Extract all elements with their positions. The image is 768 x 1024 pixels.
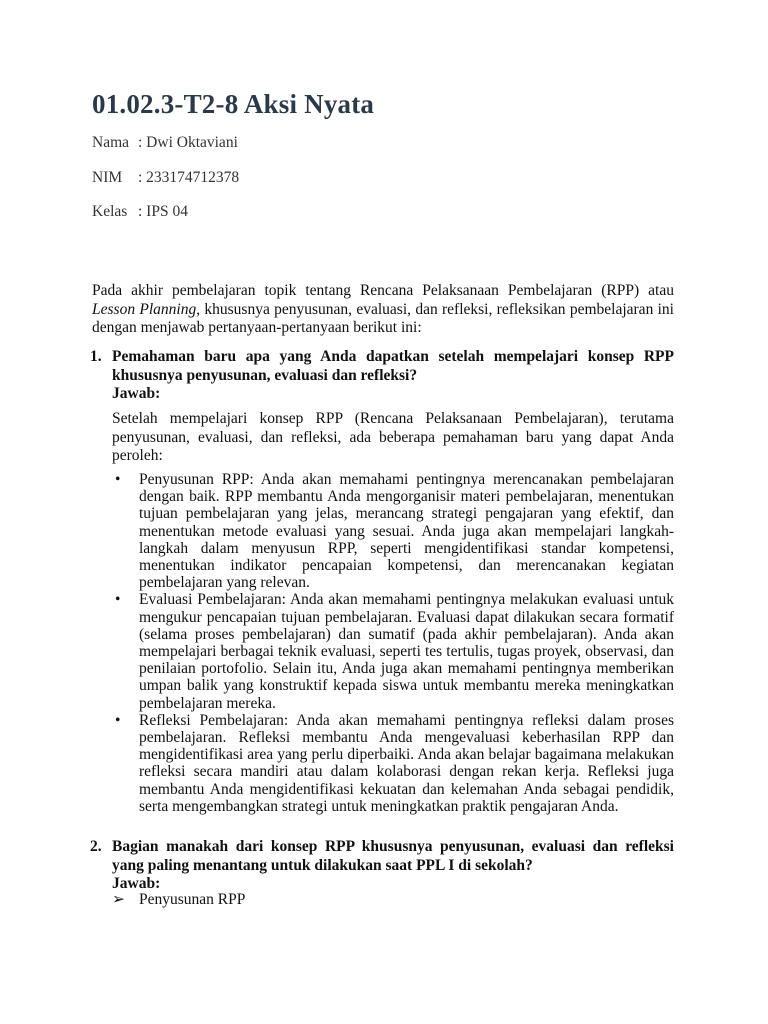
nim-value: : 233174712378: [138, 169, 240, 186]
document-title: 01.02.3-T2-8 Aksi Nyata: [92, 89, 375, 119]
student-class-row: [92, 202, 188, 222]
bullet-item-evaluasi: [112, 591, 674, 711]
name-label: Nama: [92, 134, 130, 151]
intro-text-italic: Lesson Planning: [92, 300, 197, 318]
bullet-text: Refleksi Pembelajaran: Anda akan memahami pentingnya refleksi dalam proses pembelajaran. Refleksi membantu Anda mengevaluasi keberhasilan RPP dan mengidentifikasi area yang perlu diperbaiki. Anda akan belajar bagaimana melakukan refleksi secara mandiri atau dalam kolaborasi dengan rekan kerja. Refleksi juga membantu Anda mengidentifikasi kekuatan dan kelemahan Anda sebagai pendidik, serta mengembangkan strategi untuk meningkatkan praktik pengajaran Anda.: [139, 711, 674, 815]
intro-paragraph: [92, 282, 674, 338]
student-nim-row: [92, 168, 239, 188]
question-text: Bagian manakah dari konsep RPP khususnya penyusunan, evaluasi dan refleksi yang paling menantang untuk dilakukan saat PPL I di sekolah?: [112, 838, 674, 874]
intro-text-before: Pada akhir pembelajaran topik tentang Rencana Pelaksanaan Pembelajaran (RPP) atau: [92, 282, 674, 299]
question-1: [90, 348, 674, 404]
arrow-bullet-icon: ➢: [112, 891, 125, 908]
answer-label: Jawab:: [112, 875, 161, 893]
class-label: Kelas: [92, 203, 128, 220]
bullet-glyph: •: [115, 591, 121, 609]
bullet-item-penyusunan: [112, 471, 674, 591]
answer-1-intro: Setelah mempelajari konsep RPP (Rencana Pelaksanaan Pembelajaran), terutama penyusunan, evaluasi, dan refleksi, ada beberapa pemahaman baru yang dapat Anda peroleh:: [112, 410, 674, 465]
intro-text-after: , khususnya penyusunan, evaluasi, dan refleksi, refleksikan pembelajaran ini dengan menjawab pertanyaan-pertanyaan berikut ini:: [92, 300, 674, 337]
answer-2-arrow-item: [112, 891, 245, 910]
arrow-item-text: Penyusunan RPP: [139, 891, 246, 908]
bullet-item-refleksi: [112, 712, 674, 815]
bullet-glyph: •: [115, 471, 121, 488]
bullet-text: Evaluasi Pembelajaran: Anda akan memahami pentingnya melakukan evaluasi untuk mengukur pencapaian tujuan pembelajaran. Evaluasi dapat dilakukan secara formatif (selama proses pembelajaran) dan sumatif (pada akhir pembelajaran). Anda akan mempelajari berbagai teknik evaluasi, seperti tes tertulis, tugas proyek, observasi, dan penilaian portofolio. Selain itu, Anda juga akan memahami pentingnya memberikan umpan balik yang konstruktif kepada siswa untuk membantu mereka meningkatkan pembelajaran mereka.: [139, 591, 674, 712]
name-value: : Dwi Oktaviani: [138, 134, 238, 151]
bullet-text: Penyusunan RPP: Anda akan memahami pentingnya merencanakan pembelajaran dengan baik. RPP membantu Anda mengorganisir materi pembelajaran, menentukan tujuan pembelajaran yang jelas, merancang strategi pengajaran yang efektif, dan menentukan metode evaluasi yang sesuai. Anda juga akan mempelajari langkah-langkah dalam menyusun RPP, seperti mengidentifikasi standar kompetensi, menentukan indikator pencapaian kompetensi, dan merencanakan kegiatan pembelajaran yang relevan.: [139, 471, 674, 592]
question-number: 1.: [90, 348, 102, 365]
answer-1-bullet-list: [112, 471, 674, 815]
class-value: : IPS 04: [138, 203, 188, 220]
student-name-row: [92, 133, 238, 153]
nim-label: NIM: [92, 169, 123, 186]
bullet-glyph: •: [115, 711, 121, 729]
question-text: Pemahaman baru apa yang Anda dapatkan setelah mempelajari konsep RPP khususnya penyusunan, evaluasi dan refleksi?: [112, 348, 674, 384]
answer-label: Jawab:: [112, 385, 161, 403]
question-2: [90, 838, 674, 894]
question-number: 2.: [90, 838, 102, 855]
